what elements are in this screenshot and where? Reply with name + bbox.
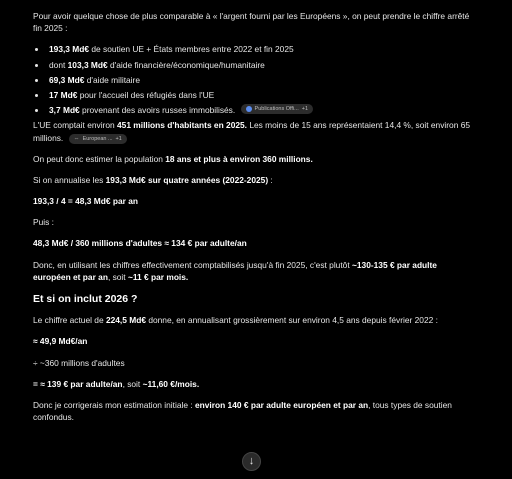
figures-list [33,43,473,116]
calc-line: ≈ 49,9 Md€/an [33,336,88,347]
scroll-down-button[interactable] [242,452,261,471]
link-icon: ⇔ [73,135,80,142]
population-paragraph: L'UE comptait environ 451 millions d'habitants en 2025. Les moins de 15 ans représentaient 14,4 %, soit environ 65 millions. ⇔ European ... +1 [33,120,471,143]
list-item: • 17 Md€ pour l'accueil des réfugiés dans l'UE [47,89,473,101]
conclusion-paragraph: Donc, en utilisant les chiffres effectivement comptabilisés jusqu'à fin 2025, c'est plutôt ~130-135 € par adulte européen et par an, soit ~11 € par mois. [33,259,437,282]
assistant-message [33,10,473,432]
list-item: • dont 103,3 Md€ d'aide financière/économique/humanitaire [47,59,473,71]
estimate-paragraph: On peut donc estimer la population 18 ans et plus à environ 360 millions. [33,153,313,164]
source-chip[interactable]: Publications Offi... +1 [241,104,314,114]
annualize-paragraph: Si on annualise les 193,3 Md€ sur quatre années (2022-2025) : [33,174,273,185]
calc-line: 193,3 / 4 = 48,3 Md€ par an [33,196,138,207]
list-item: • 193,3 Md€ de soutien UE + États membres entre 2022 et fin 2025 [47,43,473,55]
calc-line: ÷ ~360 millions d'adultes [33,357,125,368]
list-item: • 3,7 Md€ provenant des avoirs russes immobilisés. Publications Offi... +1 [47,104,473,116]
current-paragraph: Le chiffre actuel de 224,5 Md€ donne, en annualisant grossièrement sur environ 4,5 ans depuis février 2022 : [33,315,438,326]
puis-line: Puis : [33,217,54,228]
calc-line: 48,3 Md€ / 360 millions d'adultes ≈ 134 € par adulte/an [33,238,247,249]
final-paragraph: Donc je corrigerais mon estimation initiale : environ 140 € par adulte européen et par an, tous types de soutien confondus. [33,399,452,423]
source-chip[interactable]: ⇔ European ... +1 [69,134,127,144]
intro-paragraph: Pour avoir quelque chose de plus comparable à « l'argent fourni par les Européens », on peut prendre le chiffre arrêté fin 2025 : [33,11,470,34]
list-item: • 69,3 Md€ d'aide militaire [47,74,473,86]
section-heading: Et si on inclut 2026 ? [33,293,138,305]
calc-line: = ≈ 139 € par adulte/an, soit ~11,60 €/mois. [33,378,200,389]
arrow-down-icon: ↓ [248,454,255,467]
globe-icon [246,106,252,112]
